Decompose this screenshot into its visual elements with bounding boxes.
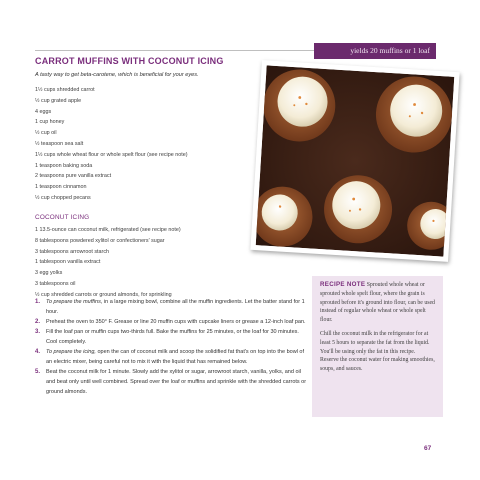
step-text: in a large mixing bowl, combine all the muffin ingredients. Let the batter stand for 1 hour. bbox=[46, 299, 305, 315]
ingredient-item: 4 eggs bbox=[35, 108, 52, 115]
step-number: 5. bbox=[35, 369, 41, 375]
header-rule bbox=[35, 50, 327, 51]
instruction-step bbox=[35, 297, 307, 317]
step-lead: To prepare the icing, bbox=[46, 349, 96, 355]
ingredient-item: 1 teaspoon cinnamon bbox=[35, 184, 87, 191]
ingredient-item: 2 teaspoons pure vanilla extract bbox=[35, 173, 112, 180]
ingredient-item: 1 cup honey bbox=[35, 119, 65, 126]
ingredient-list bbox=[35, 85, 285, 204]
step-number: 3. bbox=[35, 329, 41, 335]
ingredient-item: ½ cup grated apple bbox=[35, 97, 82, 104]
muffin-photo-image bbox=[256, 65, 455, 256]
instruction-step bbox=[35, 317, 307, 327]
step-text: Beat the coconut milk for 1 minute. Slowly add the xylitol or sugar, arrowroot starch, vanilla, yolks, and oil and beat only until well combined. Spread over the loaf or muffins and sprinkle with the shredded carrots or ground almonds. bbox=[46, 369, 307, 395]
recipe-subtitle: A tasty way to get beta-carotene, which is beneficial for your eyes. bbox=[35, 72, 199, 78]
ingredient-item: ½ cup chopped pecans bbox=[35, 194, 91, 201]
page-number: 67 bbox=[424, 445, 432, 452]
step-text: Fill the loaf pan or muffin cups two-thirds full. Bake the muffins for 25 minutes, or the loaf for 30 minutes. Cool completely. bbox=[46, 329, 299, 345]
icing-item: 8 tablespoons powdered xylitol or confectioners' sugar bbox=[35, 237, 165, 244]
recipe-note-title: RECIPE NOTE bbox=[320, 281, 366, 288]
instruction-step bbox=[35, 347, 307, 367]
step-lead: To prepare the muffins, bbox=[46, 299, 103, 305]
ingredient-item: ½ teaspoon sea salt bbox=[35, 140, 84, 147]
icing-item: 1 13.5-ounce can coconut milk, refrigerated (see recipe note) bbox=[35, 227, 181, 233]
ingredient-item: 1½ cups shredded carrot bbox=[35, 87, 95, 93]
icing-heading: COCONUT ICING bbox=[35, 214, 90, 221]
instruction-step bbox=[35, 327, 307, 347]
icing-item: 1 tablespoon vanilla extract bbox=[35, 259, 101, 266]
step-text: Preheat the oven to 350° F. Grease or line 20 muffin cups with cupcake liners or grease a 12-inch loaf pan. bbox=[46, 319, 306, 325]
ingredient-item: ½ cup oil bbox=[35, 130, 57, 137]
ingredient-item: 1½ cups whole wheat flour or whole spelt flour (see recipe note) bbox=[35, 151, 188, 158]
icing-item: 3 tablespoons oil bbox=[35, 280, 76, 287]
step-number: 2. bbox=[35, 319, 41, 325]
step-number: 4. bbox=[35, 349, 41, 355]
ingredient-item: 1 teaspoon baking soda bbox=[35, 162, 93, 169]
instruction-step bbox=[35, 367, 307, 397]
icing-item: ½ cup shredded carrots or ground almonds, for sprinkling bbox=[35, 291, 172, 298]
recipe-note-text: Sprouted whole wheat or sprouted whole spelt flour, where the grain is sprouted before it's ground into flour, can be used instead of regular whole wheat or whole spelt flour. bbox=[320, 282, 435, 324]
yield-badge: yields 20 muffins or 1 loaf bbox=[314, 43, 436, 59]
icing-item: 3 tablespoons arrowroot starch bbox=[35, 248, 110, 255]
recipe-note-text-2: Chill the coconut milk in the refrigerator for at least 5 hours to separate the fat from the liquid. You'll be using only the fat in this recipe. Reserve the coconut water for making smoothies, soups, and sauces. bbox=[320, 330, 435, 373]
step-number: 1. bbox=[35, 299, 41, 305]
muffin-photo bbox=[250, 60, 459, 262]
recipe-note-box bbox=[312, 276, 443, 417]
recipe-title: CARROT MUFFINS WITH COCONUT ICING bbox=[35, 56, 224, 66]
instruction-steps bbox=[35, 297, 307, 397]
step-text: open the can of coconut milk and scoop the solidified fat that's on top into the bowl of an electric mixer, being careful not to mix it with the liquid that has remained below. bbox=[46, 349, 304, 365]
icing-item: 3 egg yolks bbox=[35, 270, 63, 277]
